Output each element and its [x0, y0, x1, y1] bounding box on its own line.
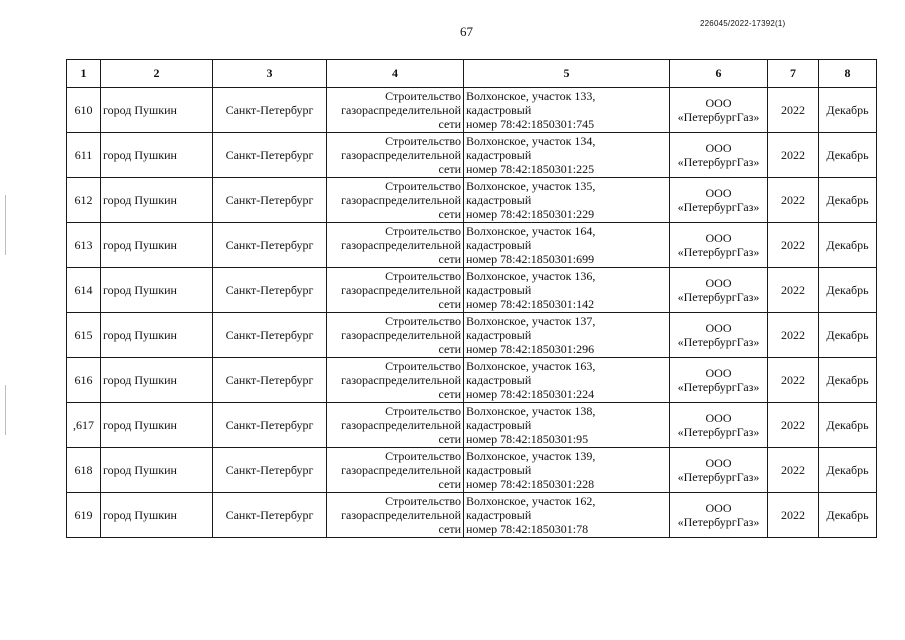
organization-cell-line: «ПетербургГаз»	[677, 515, 760, 529]
address-cell-line: Волхонское, участок 138,	[466, 404, 596, 418]
year-cell: 2022	[768, 178, 819, 223]
address-cell-line: кадастровый	[466, 193, 532, 207]
column-header-8: 8	[819, 60, 877, 88]
address-cell-line: кадастровый	[466, 463, 532, 477]
address-cell-line: номер 78:42:1850301:142	[466, 297, 595, 311]
purpose-cell-line: сети	[438, 162, 461, 176]
organization-cell-line: ООО	[705, 141, 732, 155]
organization-cell-line: ООО	[705, 186, 732, 200]
address-cell	[464, 448, 670, 493]
address-cell-line: номер 78:42:1850301:229	[466, 207, 595, 221]
purpose-cell-line: Строительство	[385, 269, 461, 283]
locality-cell: город Пушкин	[101, 448, 213, 493]
organization-cell-line: ООО	[705, 366, 732, 380]
address-cell-line: кадастровый	[466, 418, 532, 432]
organization-cell-line: ООО	[705, 276, 732, 290]
purpose-cell-line: сети	[438, 522, 461, 536]
organization-cell	[670, 88, 768, 133]
locality-cell: город Пушкин	[101, 313, 213, 358]
purpose-cell-line: Строительство	[385, 449, 461, 463]
purpose-cell	[327, 223, 464, 268]
page-number: 67	[460, 24, 473, 39]
organization-cell-line: «ПетербургГаз»	[677, 155, 760, 169]
table-row	[67, 178, 877, 223]
register-table	[66, 59, 877, 538]
organization-cell-line: ООО	[705, 96, 732, 110]
column-header-7: 7	[768, 60, 819, 88]
organization-cell-line: «ПетербургГаз»	[677, 200, 760, 214]
month-cell: Декабрь	[819, 88, 877, 133]
row-number: 611	[67, 133, 101, 178]
organization-cell	[670, 313, 768, 358]
table-header	[67, 60, 877, 88]
address-cell-line: Волхонское, участок 139,	[466, 449, 596, 463]
purpose-cell-line: газораспределительной	[341, 283, 461, 297]
organization-cell-line: «ПетербургГаз»	[677, 425, 760, 439]
purpose-cell-line: газораспределительной	[341, 328, 461, 342]
address-cell	[464, 403, 670, 448]
table-row	[67, 223, 877, 268]
organization-cell-line: ООО	[705, 456, 732, 470]
organization-cell-line: «ПетербургГаз»	[677, 245, 760, 259]
organization-cell-line: «ПетербургГаз»	[677, 470, 760, 484]
address-cell-line: Волхонское, участок 163,	[466, 359, 596, 373]
purpose-cell-line: Строительство	[385, 134, 461, 148]
column-header-1: 1	[67, 60, 101, 88]
row-number: 616	[67, 358, 101, 403]
address-cell	[464, 223, 670, 268]
city-cell: Санкт-Петербург	[213, 358, 327, 403]
address-cell-line: номер 78:42:1850301:228	[466, 477, 595, 491]
month-cell: Декабрь	[819, 223, 877, 268]
address-cell-line: номер 78:42:1850301:78	[466, 522, 589, 536]
year-cell: 2022	[768, 223, 819, 268]
year-cell: 2022	[768, 448, 819, 493]
address-cell	[464, 178, 670, 223]
row-number: 610	[67, 88, 101, 133]
city-cell: Санкт-Петербург	[213, 313, 327, 358]
address-cell	[464, 268, 670, 313]
purpose-cell-line: газораспределительной	[341, 373, 461, 387]
address-cell	[464, 493, 670, 538]
purpose-cell	[327, 133, 464, 178]
table-row	[67, 133, 877, 178]
purpose-cell-line: сети	[438, 207, 461, 221]
locality-cell: город Пушкин	[101, 268, 213, 313]
purpose-cell	[327, 358, 464, 403]
organization-cell-line: «ПетербургГаз»	[677, 380, 760, 394]
month-cell: Декабрь	[819, 493, 877, 538]
row-number: 618	[67, 448, 101, 493]
address-cell-line: кадастровый	[466, 508, 532, 522]
city-cell: Санкт-Петербург	[213, 133, 327, 178]
purpose-cell-line: сети	[438, 387, 461, 401]
purpose-cell-line: сети	[438, 477, 461, 491]
organization-cell-line: ООО	[705, 411, 732, 425]
city-cell: Санкт-Петербург	[213, 88, 327, 133]
city-cell: Санкт-Петербург	[213, 448, 327, 493]
purpose-cell-line: Строительство	[385, 404, 461, 418]
year-cell: 2022	[768, 493, 819, 538]
table-row	[67, 403, 877, 448]
organization-cell-line: ООО	[705, 321, 732, 335]
month-cell: Декабрь	[819, 403, 877, 448]
organization-cell-line: ООО	[705, 231, 732, 245]
locality-cell: город Пушкин	[101, 133, 213, 178]
organization-cell-line: «ПетербургГаз»	[677, 110, 760, 124]
address-cell	[464, 133, 670, 178]
purpose-cell	[327, 268, 464, 313]
city-cell: Санкт-Петербург	[213, 178, 327, 223]
organization-cell	[670, 448, 768, 493]
address-cell-line: кадастровый	[466, 328, 532, 342]
purpose-cell-line: Строительство	[385, 179, 461, 193]
address-cell	[464, 358, 670, 403]
scan-margin-mark	[5, 195, 6, 255]
city-cell: Санкт-Петербург	[213, 223, 327, 268]
month-cell: Декабрь	[819, 133, 877, 178]
month-cell: Декабрь	[819, 268, 877, 313]
address-cell	[464, 313, 670, 358]
address-cell-line: кадастровый	[466, 103, 532, 117]
address-cell	[464, 88, 670, 133]
address-cell-line: номер 78:42:1850301:95	[466, 432, 589, 446]
address-cell-line: номер 78:42:1850301:699	[466, 252, 595, 266]
organization-cell	[670, 403, 768, 448]
table-header-row	[67, 60, 877, 88]
purpose-cell-line: сети	[438, 432, 461, 446]
year-cell: 2022	[768, 358, 819, 403]
purpose-cell-line: сети	[438, 117, 461, 131]
column-header-2: 2	[101, 60, 213, 88]
purpose-cell	[327, 313, 464, 358]
address-cell-line: номер 78:42:1850301:296	[466, 342, 595, 356]
month-cell: Декабрь	[819, 313, 877, 358]
row-number: 612	[67, 178, 101, 223]
organization-cell-line: ООО	[705, 501, 732, 515]
column-header-6: 6	[670, 60, 768, 88]
month-cell: Декабрь	[819, 448, 877, 493]
organization-cell-line: «ПетербургГаз»	[677, 290, 760, 304]
column-header-4: 4	[327, 60, 464, 88]
address-cell-line: номер 78:42:1850301:225	[466, 162, 595, 176]
purpose-cell-line: газораспределительной	[341, 148, 461, 162]
locality-cell: город Пушкин	[101, 403, 213, 448]
organization-cell-line: «ПетербургГаз»	[677, 335, 760, 349]
purpose-cell	[327, 178, 464, 223]
city-cell: Санкт-Петербург	[213, 268, 327, 313]
table-row	[67, 448, 877, 493]
organization-cell	[670, 178, 768, 223]
city-cell: Санкт-Петербург	[213, 403, 327, 448]
purpose-cell-line: сети	[438, 342, 461, 356]
purpose-cell	[327, 403, 464, 448]
address-cell-line: кадастровый	[466, 148, 532, 162]
purpose-cell-line: газораспределительной	[341, 193, 461, 207]
organization-cell	[670, 358, 768, 403]
locality-cell: город Пушкин	[101, 88, 213, 133]
address-cell-line: Волхонское, участок 133,	[466, 89, 596, 103]
year-cell: 2022	[768, 88, 819, 133]
table-row	[67, 268, 877, 313]
organization-cell	[670, 223, 768, 268]
row-number: ,617	[67, 403, 101, 448]
locality-cell: город Пушкин	[101, 493, 213, 538]
purpose-cell-line: Строительство	[385, 224, 461, 238]
address-cell-line: Волхонское, участок 135,	[466, 179, 596, 193]
purpose-cell-line: газораспределительной	[341, 508, 461, 522]
month-cell: Декабрь	[819, 178, 877, 223]
table-row	[67, 358, 877, 403]
year-cell: 2022	[768, 403, 819, 448]
purpose-cell-line: Строительство	[385, 494, 461, 508]
document-id: 226045/2022-17392(1)	[700, 19, 786, 28]
column-header-3: 3	[213, 60, 327, 88]
column-header-5: 5	[464, 60, 670, 88]
address-cell-line: Волхонское, участок 134,	[466, 134, 596, 148]
table-row	[67, 313, 877, 358]
purpose-cell-line: сети	[438, 252, 461, 266]
year-cell: 2022	[768, 133, 819, 178]
purpose-cell-line: Строительство	[385, 359, 461, 373]
organization-cell	[670, 133, 768, 178]
row-number: 615	[67, 313, 101, 358]
address-cell-line: кадастровый	[466, 283, 532, 297]
year-cell: 2022	[768, 313, 819, 358]
purpose-cell-line: Строительство	[385, 314, 461, 328]
organization-cell	[670, 493, 768, 538]
purpose-cell-line: газораспределительной	[341, 238, 461, 252]
table-row	[67, 88, 877, 133]
row-number: 619	[67, 493, 101, 538]
table-body	[67, 88, 877, 538]
month-cell: Декабрь	[819, 358, 877, 403]
address-cell-line: номер 78:42:1850301:224	[466, 387, 595, 401]
scan-margin-mark	[5, 385, 6, 435]
table-row	[67, 493, 877, 538]
purpose-cell-line: газораспределительной	[341, 103, 461, 117]
locality-cell: город Пушкин	[101, 178, 213, 223]
purpose-cell	[327, 493, 464, 538]
address-cell-line: кадастровый	[466, 238, 532, 252]
organization-cell	[670, 268, 768, 313]
city-cell: Санкт-Петербург	[213, 493, 327, 538]
purpose-cell-line: сети	[438, 297, 461, 311]
purpose-cell-line: газораспределительной	[341, 463, 461, 477]
year-cell: 2022	[768, 268, 819, 313]
purpose-cell	[327, 88, 464, 133]
locality-cell: город Пушкин	[101, 223, 213, 268]
address-cell-line: Волхонское, участок 136,	[466, 269, 596, 283]
address-cell-line: кадастровый	[466, 373, 532, 387]
address-cell-line: Волхонское, участок 164,	[466, 224, 596, 238]
locality-cell: город Пушкин	[101, 358, 213, 403]
row-number: 614	[67, 268, 101, 313]
address-cell-line: Волхонское, участок 162,	[466, 494, 596, 508]
purpose-cell-line: Строительство	[385, 89, 461, 103]
purpose-cell-line: газораспределительной	[341, 418, 461, 432]
row-number: 613	[67, 223, 101, 268]
purpose-cell	[327, 448, 464, 493]
address-cell-line: Волхонское, участок 137,	[466, 314, 596, 328]
address-cell-line: номер 78:42:1850301:745	[466, 117, 595, 131]
